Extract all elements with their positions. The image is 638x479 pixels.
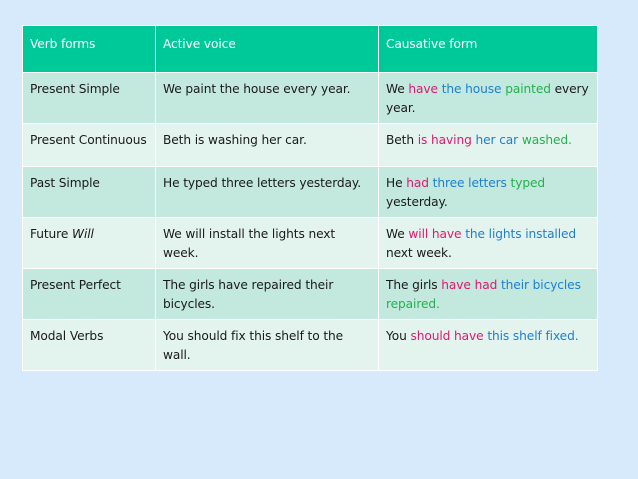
causative-table (22, 25, 598, 371)
verb-form-cell (23, 218, 156, 269)
active-voice-cell: We will install the lights next week. (156, 218, 379, 269)
causative-participle: washed. (518, 133, 572, 147)
active-voice-cell: You should fix this shelf to the wall. (156, 320, 379, 371)
causative-object: her car (471, 133, 519, 147)
causative-cell (379, 320, 598, 371)
causative-subject: He (386, 176, 407, 190)
causative-participle: painted (501, 82, 551, 96)
causative-have: is having (417, 133, 472, 147)
causative-cell (379, 167, 598, 218)
causative-have: have (408, 82, 438, 96)
header-verb-forms: Verb forms (23, 26, 156, 73)
causative-rest: yesterday. (386, 195, 448, 209)
causative-participle: fixed. (541, 329, 579, 343)
causative-cell (379, 124, 598, 167)
causative-subject: We (386, 82, 409, 96)
verb-form-cell: Past Simple (23, 167, 156, 218)
causative-rest: next week. (386, 246, 452, 260)
active-voice-cell: We paint the house every year. (156, 73, 379, 124)
causative-object: their bicycles (497, 278, 581, 292)
causative-subject: Beth (386, 133, 418, 147)
causative-cell (379, 269, 598, 320)
causative-table-container (22, 25, 597, 371)
header-active-voice: Active voice (156, 26, 379, 73)
table-header-row (23, 26, 598, 73)
table-row (23, 73, 598, 124)
causative-participle: repaired. (386, 297, 440, 311)
causative-subject: You (386, 329, 411, 343)
verb-form-cell: Present Continuous (23, 124, 156, 167)
table-row (23, 320, 598, 371)
causative-object: the house (437, 82, 502, 96)
header-causative-form: Causative form (379, 26, 598, 73)
causative-have: will have (408, 227, 462, 241)
active-voice-cell: Beth is washing her car. (156, 124, 379, 167)
causative-object: the lights (461, 227, 522, 241)
causative-object: three letters (428, 176, 507, 190)
verb-form-cell: Present Simple (23, 73, 156, 124)
causative-have: have had (441, 278, 498, 292)
causative-subject: We (386, 227, 409, 241)
active-voice-cell: He typed three letters yesterday. (156, 167, 379, 218)
verb-form-italic: Will (72, 227, 94, 241)
causative-rest: every year. (386, 82, 589, 115)
verb-form-cell: Present Perfect (23, 269, 156, 320)
active-voice-cell: The girls have repaired their bicycles. (156, 269, 379, 320)
causative-participle: typed (506, 176, 546, 190)
table-row (23, 218, 598, 269)
table-row (23, 124, 598, 167)
table-row (23, 167, 598, 218)
verb-form-plain: Future (30, 227, 72, 241)
causative-participle: installed (521, 227, 577, 241)
verb-form-cell: Modal Verbs (23, 320, 156, 371)
table-row (23, 269, 598, 320)
causative-object: this shelf (483, 329, 542, 343)
causative-have: had (406, 176, 429, 190)
causative-cell (379, 73, 598, 124)
causative-have: should have (410, 329, 484, 343)
causative-subject: The girls (386, 278, 442, 292)
causative-cell (379, 218, 598, 269)
